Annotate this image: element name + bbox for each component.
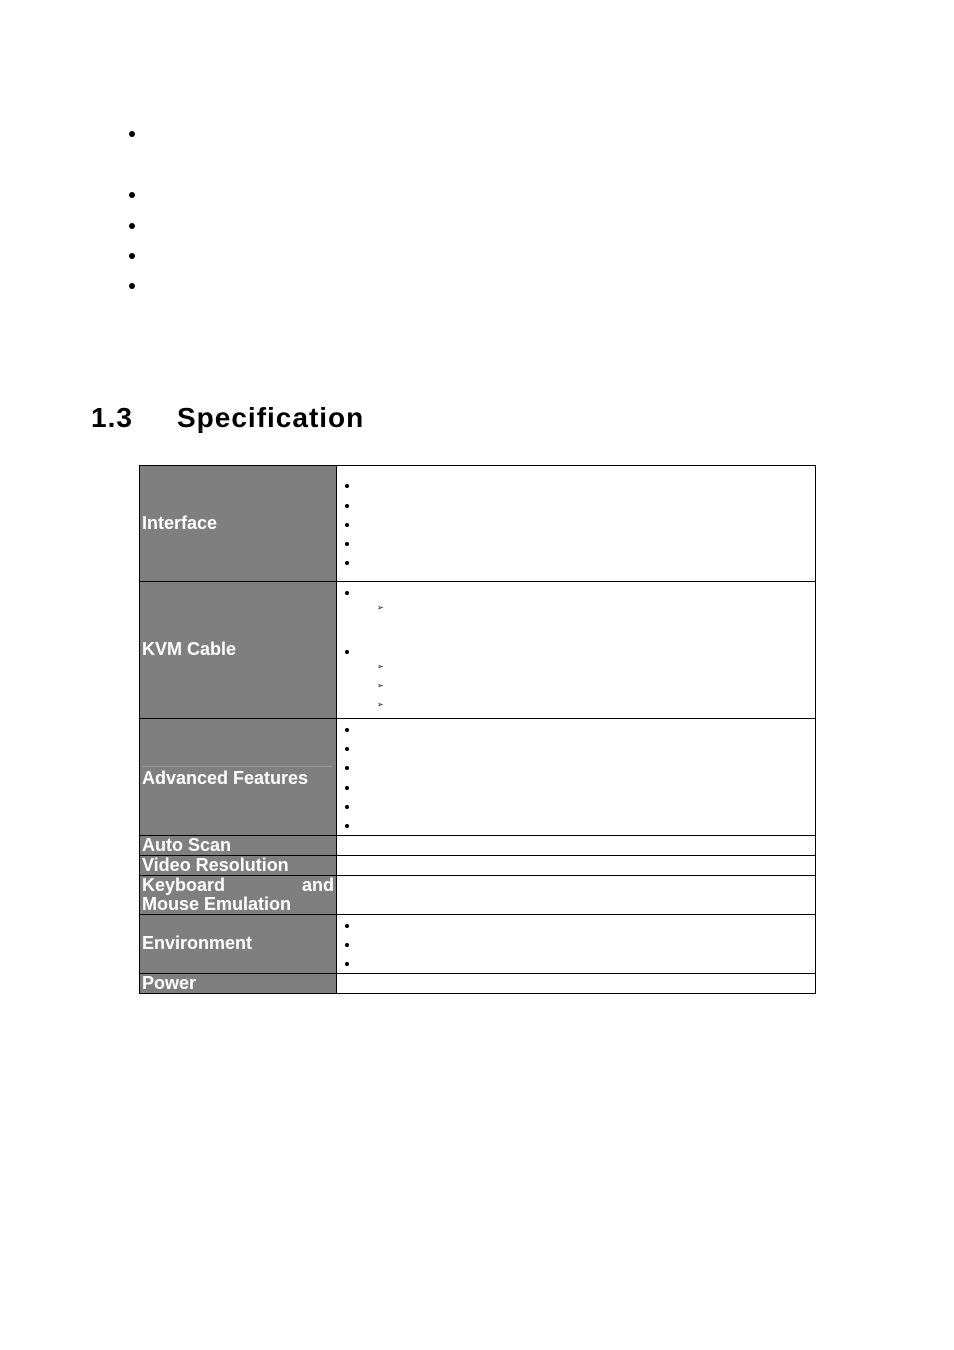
row-label-advanced-features	[140, 718, 337, 835]
list-item	[337, 514, 815, 533]
list-item	[337, 815, 815, 834]
bullet-point	[129, 192, 135, 198]
table-row	[140, 582, 816, 719]
sub-list-item	[337, 679, 815, 698]
label-word: and	[301, 874, 334, 895]
row-label-interface: Interface	[140, 466, 337, 582]
row-label-video-resolution: Video Resolution	[140, 855, 337, 875]
row-label-environment: Environment	[140, 914, 337, 973]
sub-list-item	[337, 660, 815, 679]
label-line: Mouse Emulation	[142, 893, 292, 914]
table-row	[140, 718, 816, 835]
label-word: Keyboard	[142, 874, 226, 895]
row-label-power: Power	[140, 973, 337, 993]
sub-list-item	[337, 698, 815, 717]
row-value-video-resolution	[337, 855, 816, 875]
list-item	[337, 641, 815, 660]
section-title: Specification	[177, 402, 365, 433]
list-item	[337, 475, 815, 494]
row-label-text: Advanced Features	[142, 767, 309, 788]
bullet-point	[129, 223, 135, 229]
list-item	[337, 796, 815, 815]
row-label-kvm-cable: KVM Cable	[140, 582, 337, 719]
row-label-keyboard-mouse-emulation	[140, 875, 337, 914]
list-item	[337, 757, 815, 776]
row-value-kvm-cable	[337, 582, 816, 719]
row-value-environment	[337, 914, 816, 973]
list-item	[337, 533, 815, 552]
sub-list-item	[337, 601, 815, 620]
list-item	[337, 777, 815, 796]
section-number: 1.3	[91, 402, 133, 433]
row-value-power	[337, 973, 816, 993]
list-item	[337, 552, 815, 571]
table-row	[140, 914, 816, 973]
table-row	[140, 835, 816, 855]
bullet-point	[129, 253, 135, 259]
specification-table	[139, 465, 816, 994]
list-item	[337, 915, 815, 934]
table-row	[140, 973, 816, 993]
list-item	[337, 719, 815, 738]
list-item	[337, 953, 815, 972]
list-item	[337, 495, 815, 514]
bullet-point	[129, 131, 135, 137]
row-value-keyboard-mouse-emulation	[337, 875, 816, 914]
table-row	[140, 875, 816, 914]
list-item	[337, 582, 815, 601]
divider	[142, 766, 332, 767]
row-value-interface	[337, 466, 816, 582]
row-value-auto-scan	[337, 835, 816, 855]
table-row	[140, 855, 816, 875]
list-item	[337, 934, 815, 953]
bullet-list	[0, 0, 954, 300]
row-value-advanced-features	[337, 718, 816, 835]
table-row	[140, 466, 816, 582]
list-item	[337, 738, 815, 757]
row-label-auto-scan: Auto Scan	[140, 835, 337, 855]
bullet-point	[129, 283, 135, 289]
